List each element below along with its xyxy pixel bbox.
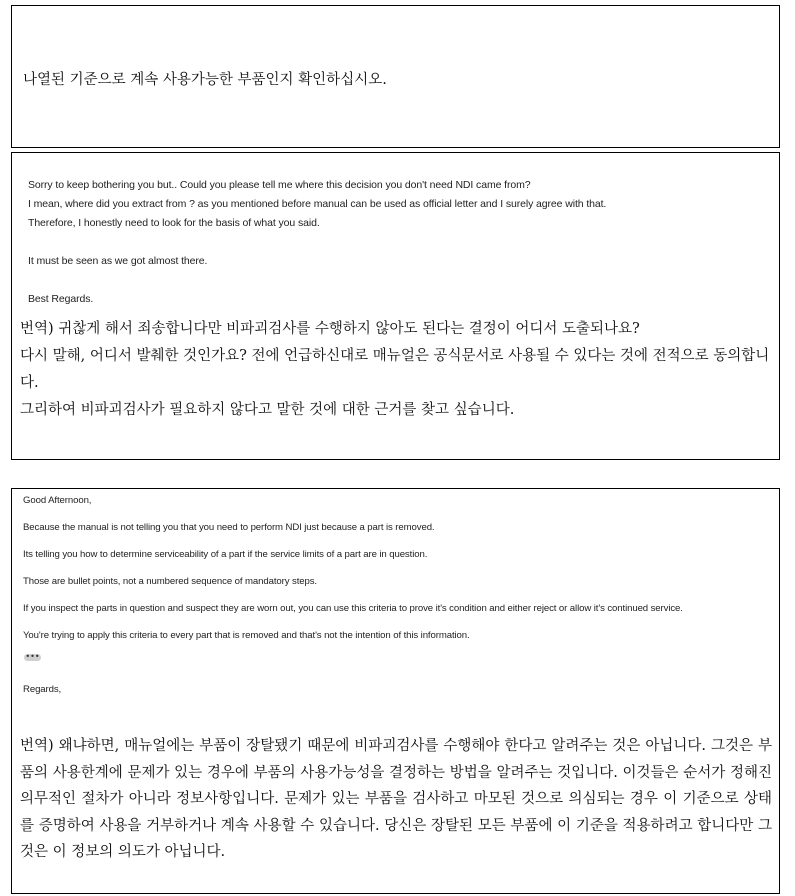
question-email-box bbox=[11, 152, 780, 460]
email-closing: Best Regards. bbox=[28, 293, 94, 305]
answer-email-box bbox=[11, 488, 780, 894]
email-line: Those are bullet points, not a numbered sequence of mandatory steps. bbox=[23, 576, 317, 587]
translation-line: 그리하여 비파괴검사가 필요하지 않다고 말한 것에 대한 근거를 찾고 싶습니다. bbox=[20, 402, 515, 418]
trimmed-content-icon: ••• bbox=[25, 652, 40, 661]
translation-answer: 번역) 왜냐하면, 매뉴얼에는 부품이 장탈됐기 때문에 비파괴검사를 수행해야 한다고 알려주는 것은 아닙니다. 그것은 부품의 사용한계에 문제가 있는 경우에 부품의 사용가능성을 결정하는 방법을 알려주는 것입니다. 이것들은 순서가 정해진 의무적인 절차가 아니라 정보사항입니다. 문제가 있는 부품을 검사하고 마모된 것으로 의심되는 경우 이 기준으로 상태를 증명하여 사용을 거부하거나 계속 사용할 수 있습니다. 당신은 장탈된 모든 부품에 이 기준을 적용하려고 합니다만 그것은 이 정보의 의도가 아닙니다. bbox=[20, 738, 772, 860]
translation-question bbox=[20, 316, 772, 424]
instruction-box bbox=[11, 5, 780, 148]
email-greeting: Good Afternoon, bbox=[23, 495, 92, 506]
email-closing: Regards, bbox=[23, 684, 62, 695]
email-line: Sorry to keep bothering you but.. Could you please tell me where this decision you don't need NDI came from? bbox=[28, 179, 531, 191]
email-line: If you inspect the parts in question and suspect they are worn out, you can use this criteria to prove it's condition and either reject or allow it's continued service. bbox=[23, 603, 683, 614]
email-line: I mean, where did you extract from ? as you mentioned before manual can be used as official letter and I surely agree with that. bbox=[28, 198, 607, 210]
email-line: You're trying to apply this criteria to every part that is removed and that's not the intention of this information. bbox=[23, 630, 470, 641]
email-line: It must be seen as we got almost there. bbox=[28, 255, 208, 267]
email-line: Its telling you how to determine serviceability of a part if the service limits of a part are in question. bbox=[23, 549, 428, 560]
translation-line: 번역) 귀찮게 해서 죄송합니다만 비파괴검사를 수행하지 않아도 된다는 결정이 어디서 도출되나요? bbox=[20, 321, 640, 337]
email-line: Because the manual is not telling you that you need to perform NDI just because a part is removed. bbox=[23, 522, 435, 533]
email-line: Therefore, I honestly need to look for the basis of what you said. bbox=[28, 217, 320, 229]
instruction-text: 나열된 기준으로 계속 사용가능한 부품인지 확인하십시오. bbox=[23, 72, 387, 88]
translation-line: 다시 말해, 어디서 발췌한 것인가요? 전에 언급하신대로 매뉴얼은 공식문서로 사용될 수 있다는 것에 전적으로 동의합니다. bbox=[20, 348, 770, 391]
